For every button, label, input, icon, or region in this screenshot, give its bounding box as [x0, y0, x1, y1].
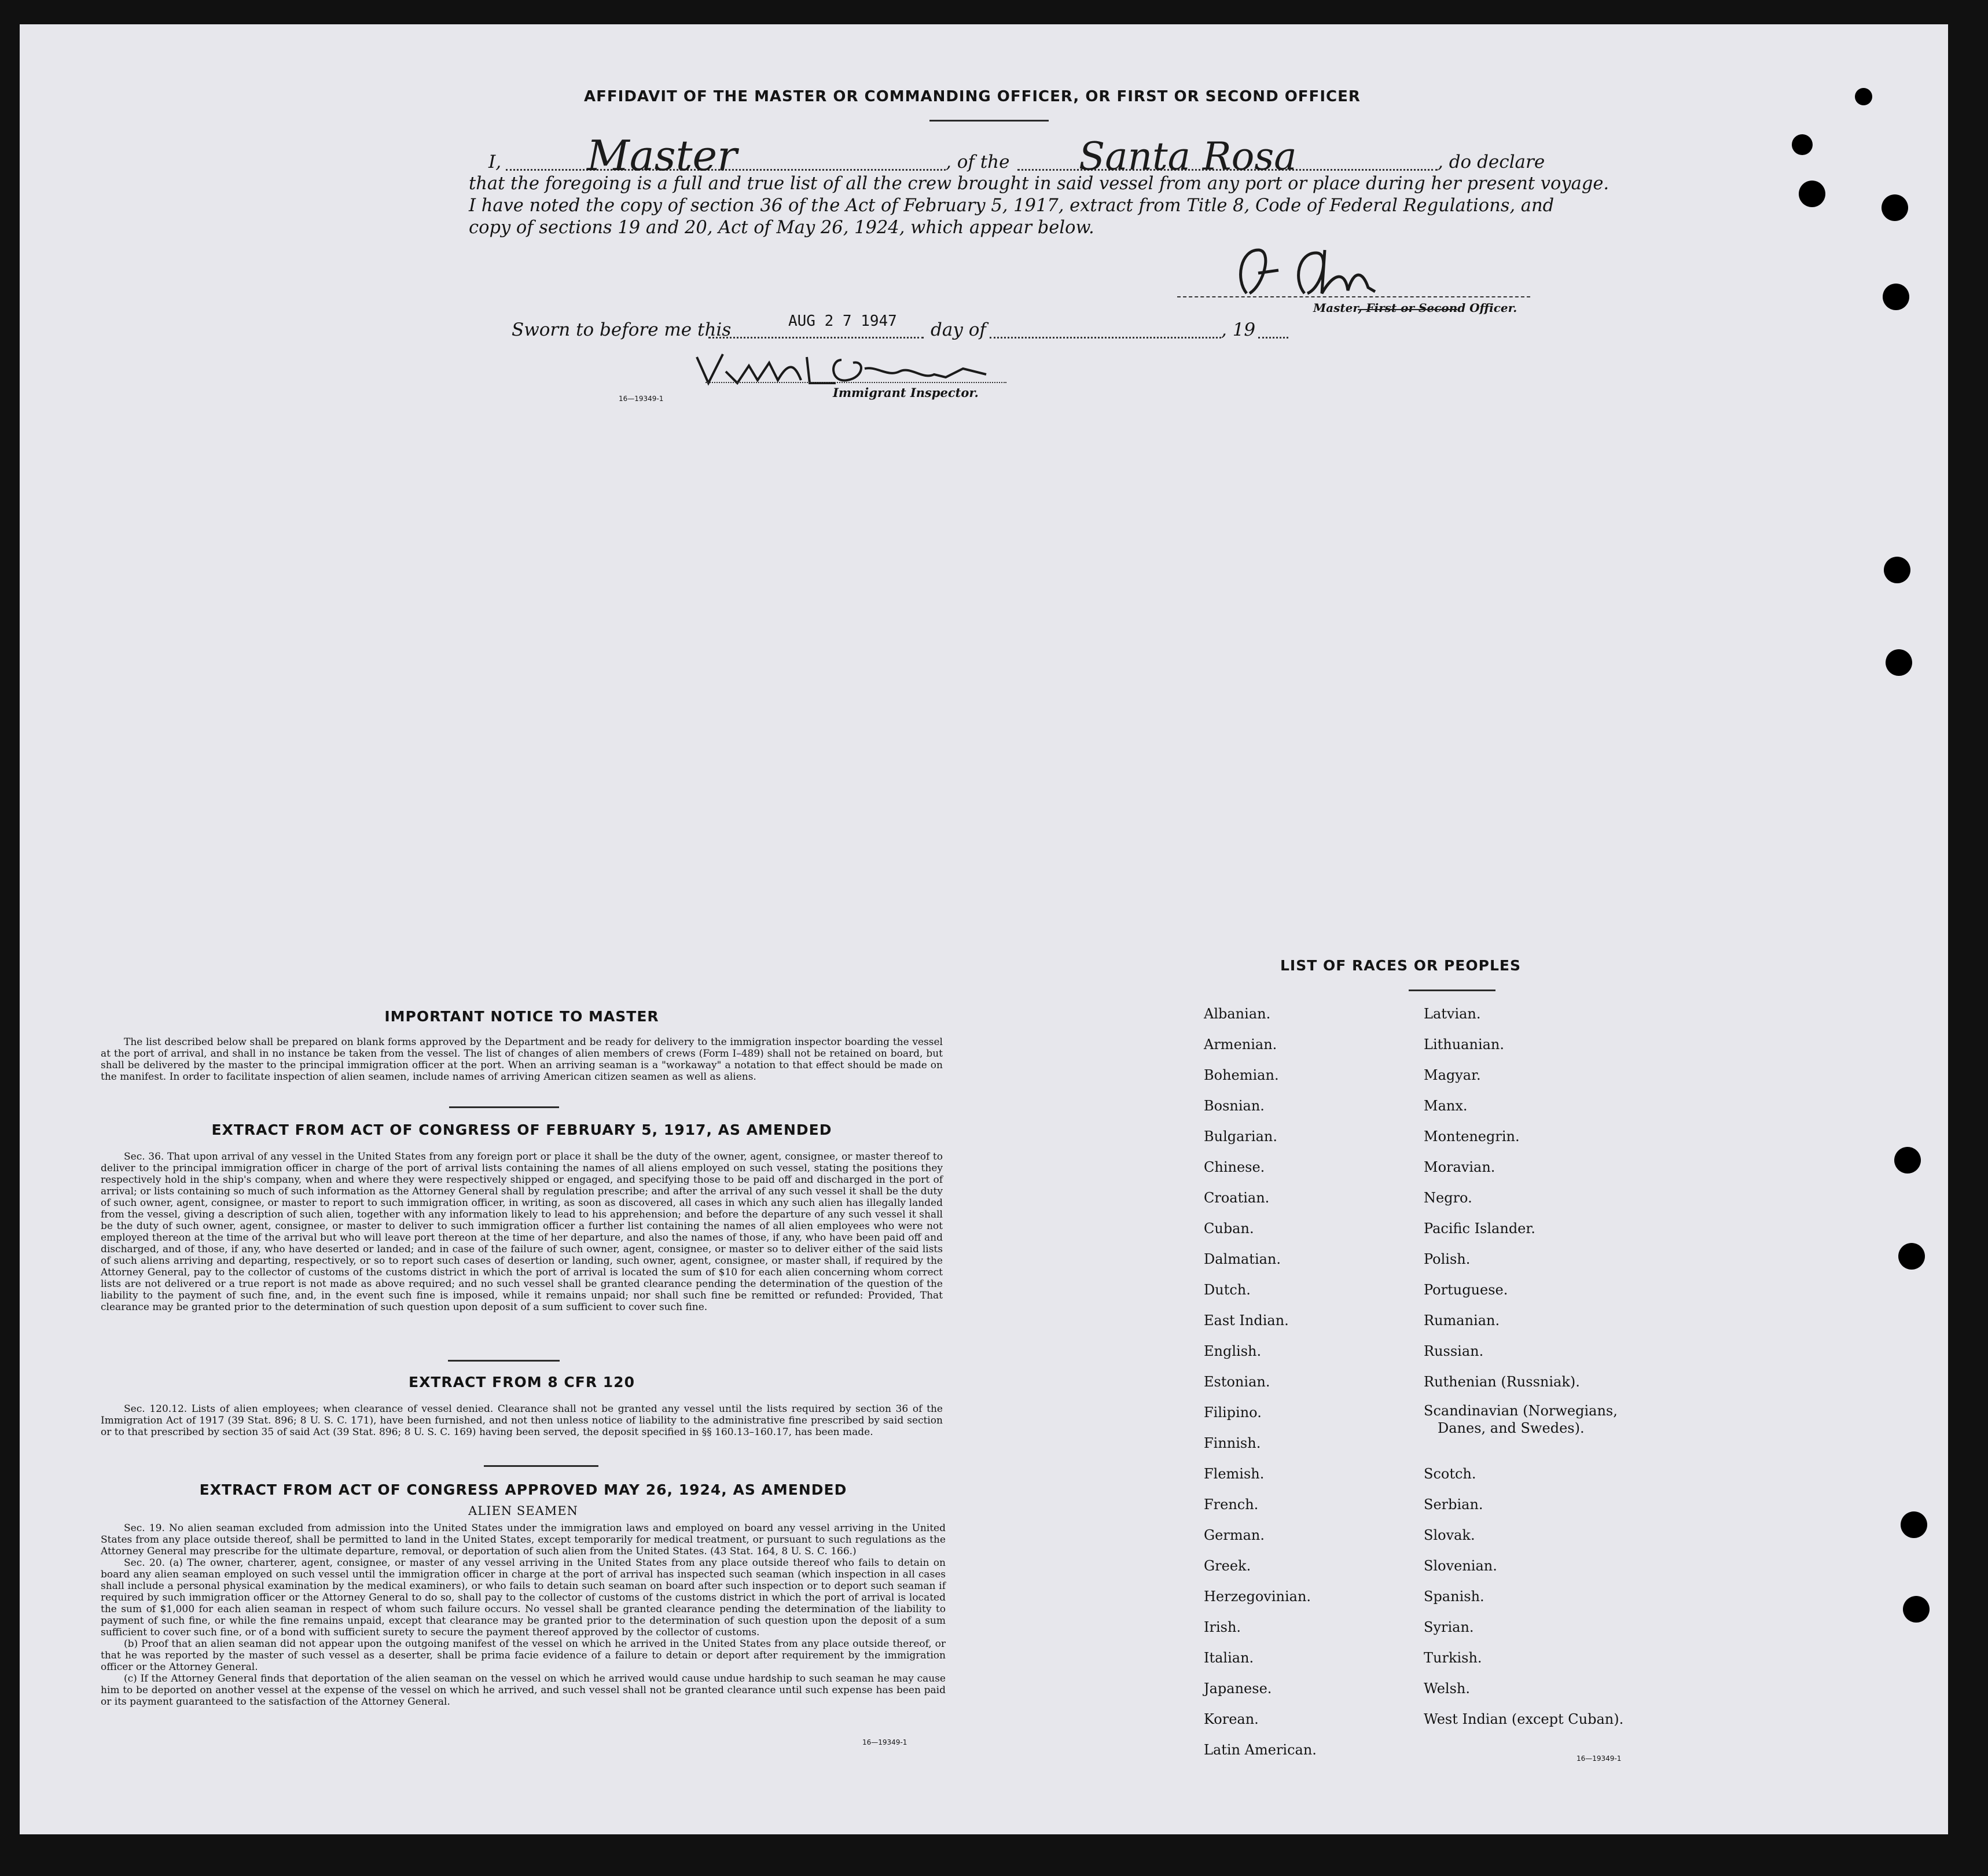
sworn-label: Sworn to before me this [512, 319, 732, 340]
strike-first-second [1358, 309, 1457, 310]
punch-hole [1884, 557, 1910, 583]
nineteen-label: , 19 [1221, 319, 1256, 340]
race-item: Latvian. [1424, 1006, 1481, 1022]
race-item: Latin American. [1204, 1742, 1317, 1758]
race-item: German. [1204, 1527, 1265, 1543]
race-item: Pacific Islander. [1424, 1220, 1535, 1237]
extract-cfr-title: EXTRACT FROM 8 CFR 120 [409, 1374, 635, 1391]
master-signature [1223, 238, 1414, 308]
race-item: Cuban. [1204, 1220, 1254, 1237]
race-item-line-2: Danes, and Swedes). [1438, 1420, 1585, 1436]
extract-1917-divider [448, 1360, 560, 1362]
race-item: Greek. [1204, 1558, 1251, 1574]
race-item: Flemish. [1204, 1466, 1265, 1482]
sworn-month-line [990, 337, 1221, 339]
race-item: Serbian. [1424, 1496, 1483, 1513]
punch-hole [1883, 284, 1909, 310]
race-item: Manx. [1424, 1098, 1468, 1114]
race-item: Japanese. [1204, 1680, 1272, 1697]
punch-hole [1898, 1243, 1925, 1270]
affidavit-form-number: 16—19349-1 [619, 395, 664, 403]
extract-1917-title: EXTRACT FROM ACT OF CONGRESS OF FEBRUARY 5, 1917, AS AMENDED [211, 1121, 832, 1138]
of-the-label: , of the [946, 152, 1010, 172]
extract-1924-subtitle: ALIEN SEAMEN [468, 1504, 578, 1518]
race-item: Bulgarian. [1204, 1128, 1277, 1145]
race-item: Bosnian. [1204, 1098, 1265, 1114]
punch-hole [1792, 134, 1813, 155]
race-item: Dalmatian. [1204, 1251, 1281, 1267]
handwritten-vessel: Santa Rosa [1079, 134, 1297, 179]
race-item: West Indian (except Cuban). [1424, 1711, 1624, 1727]
punch-hole [1882, 194, 1908, 221]
extract-cfr-divider [484, 1465, 598, 1467]
i-label: I, [488, 152, 502, 172]
affidavit-title: AFFIDAVIT OF THE MASTER OR COMMANDING OFFICER, OR FIRST OR SECOND OFFICER [584, 88, 1361, 105]
race-item: Filipino. [1204, 1404, 1262, 1421]
race-item: French. [1204, 1496, 1259, 1513]
extract-1917-section [101, 1121, 943, 1313]
extract-form-number: 16—19349-1 [862, 1738, 907, 1746]
inspector-line [705, 382, 1006, 383]
race-item: Russian. [1424, 1343, 1484, 1359]
race-item: Chinese. [1204, 1159, 1265, 1175]
races-divider [1409, 990, 1495, 991]
race-item: Portuguese. [1424, 1282, 1508, 1298]
race-item: Syrian. [1424, 1619, 1474, 1635]
sworn-day-line [708, 337, 924, 339]
punch-hole [1901, 1511, 1927, 1538]
do-declare-label: , do declare [1438, 152, 1545, 172]
race-item: Magyar. [1424, 1067, 1481, 1083]
races-title: LIST OF RACES OR PEOPLES [1280, 957, 1521, 974]
race-item: Montenegrin. [1424, 1128, 1520, 1145]
affidavit-line-2: that the foregoing is a full and true list of all the crew brought in said vessel from any port or place during her present voyage. [469, 174, 1609, 194]
affidavit-line-3: I have noted the copy of section 36 of the Act of February 5, 1917, extract from Title 8, Code of Federal Regulations, and [469, 196, 1555, 216]
date-stamp: AUG 2 7 1947 [788, 312, 897, 330]
notice-title: IMPORTANT NOTICE TO MASTER [384, 1008, 659, 1025]
extract-1924-sec20a: Sec. 20. (a) The owner, charterer, agent, consignee, or master of any vessel arriving in the United States from any place outside thereof who fails to detain on board any alien seaman employed on such vessel until the immigration officer in charge at the port of arrival has inspected such seaman (which inspection in all cases shall include a personal physical examination by the medical examiners), or who fails to detain such seaman on board after such inspection or to deport such seaman if required by such immigration officer or the Attorney General to do so, shall pay to the collector of customs of the customs district in which the port of arrival is located the sum of $1,000 for each alien seaman in respect of whom such failure occurs. No vessel shall be granted clearance pending the determination of the liability to payment of such fine, or while the fine remains unpaid, except that clearance may be granted prior to the determination of such question upon the deposit of a sum sufficient to cover such fine, or of a bond with sufficient surety to secure the payment thereof approved by the collector of customs. [101, 1557, 946, 1638]
race-item: Negro. [1424, 1190, 1472, 1206]
race-item: Spanish. [1424, 1588, 1484, 1605]
race-item: English. [1204, 1343, 1262, 1359]
race-item: Welsh. [1424, 1680, 1470, 1697]
notice-divider [449, 1106, 559, 1108]
race-item: Lithuanian. [1424, 1036, 1505, 1053]
punch-hole [1894, 1147, 1921, 1174]
handwritten-officer: Master [587, 131, 737, 180]
race-item: Herzegovinian. [1204, 1588, 1311, 1605]
race-item-line-1: Scandinavian (Norwegians, [1424, 1403, 1618, 1419]
race-item: East Indian. [1204, 1312, 1289, 1329]
race-item: Bohemian. [1204, 1067, 1279, 1083]
race-item: Rumanian. [1424, 1312, 1500, 1329]
races-form-number: 16—19349-1 [1577, 1754, 1622, 1763]
races-column-2 [1424, 999, 1623, 1735]
punch-hole [1799, 181, 1825, 207]
race-item: Italian. [1204, 1650, 1254, 1666]
signature-line [1177, 296, 1530, 297]
signature-label: Master, First or Second Officer. [1313, 301, 1517, 315]
race-item: Dutch. [1204, 1282, 1251, 1298]
extract-1924-sec19: Sec. 19. No alien seaman excluded from admission into the United States under the immigration laws and employed on board any vessel arriving in the United States from any place outside thereof, shall be permitted to land in the United States, except temporarily for medical treatment, or pursuant to such regulations as the Attorney General may prescribe for the ultimate departure, removal, or deportation of such alien from the United States. (43 Stat. 164, 8 U. S. C. 166.) [101, 1522, 946, 1557]
race-item: Albanian. [1204, 1006, 1271, 1022]
race-item: Scotch. [1424, 1466, 1476, 1482]
race-item: Croatian. [1204, 1190, 1270, 1206]
race-item: Turkish. [1424, 1650, 1482, 1666]
punch-hole [1855, 88, 1872, 105]
race-item: Moravian. [1424, 1159, 1495, 1175]
notice-section [101, 1008, 943, 1083]
extract-cfr-section [101, 1374, 943, 1438]
race-item: Polish. [1424, 1251, 1471, 1267]
race-item: Slovenian. [1424, 1558, 1497, 1574]
notice-body: The list described below shall be prepared on blank forms approved by the Department and be ready for delivery to the immigration inspector boarding the vessel at the port of arrival, and shall in no instance be taken from the vessel. The list of changes of alien members of crews (Form I–489) shall not be retained on board, but shall be delivered by the master to the principal immigration officer at the port. When an arriving seaman is a "workaway" a notation to that effect should be made on the manifest. In order to facilitate inspection of alien seamen, include names of arriving American citizen seamen as well as aliens. [101, 1036, 943, 1083]
race-item: Slovak. [1424, 1527, 1475, 1543]
extract-1917-body: Sec. 36. That upon arrival of any vessel in the United States from any foreign port or place it shall be the duty of the owner, agent, consignee, or master thereof to deliver to the principal immigration officer in charge of the port of arrival lists containing the names of all aliens employed on such vessel, stating the positions they respectively hold in the ship's company, when and where they were respectively shipped or engaged, and specifying those to be paid off and discharged in the port of arrival; or lists containing so much of such information as the Attorney General shall by regulation prescribe; and after the arrival of any such vessel it shall be the duty of such owner, agent, consignee, or master to report to such immigration officer, in writing, as soon as discovered, all cases in which any such alien has illegally landed from the vessel, giving a description of such alien, together with any information likely to lead to his apprehension; and before the departure of any such vessel it shall be the duty of such owner, agent, consignee, or master to deliver to such immigration officer a further list containing the names of all alien employees who were not employed thereon at the time of the arrival but who will leave port thereon at the time of her departure, and also the names of those, if any, who have been paid off and discharged, and of those, if any, who have deserted or landed; and in case of the failure of such owner, agent, consignee, or master so to deliver either of the said lists of such aliens arriving and departing, respectively, or so to report such cases of desertion or landing, such owner, agent, consignee, or master shall, if required by the Attorney General, pay to the collector of customs of the customs district in which the port of arrival is located the sum of $10 for each alien concerning whom correct lists are not delivered or a true report is not made as above required; and no such vessel shall be granted clearance pending the determination of the question of the liability to the payment of such fine, and, in the event such fine is imposed, while it remains unpaid; nor shall such fine be remitted or refunded: Provided, That clearance may be granted prior to the determination of such question upon deposit of a sum sufficient to cover such fine. [101, 1151, 943, 1313]
extract-1924-section [101, 1481, 946, 1708]
punch-hole [1886, 649, 1912, 676]
extract-1924-sec20b: (b) Proof that an alien seaman did not appear upon the outgoing manifest of the vessel on which he arrived in the United States from any place outside thereof, or that he was reported by the master of such vessel as a deserter, shall be prima facie evidence of a failure to detain or deport after requirement by the immigration officer or the Attorney General. [101, 1638, 946, 1673]
extract-cfr-body: Sec. 120.12. Lists of alien employees; when clearance of vessel denied. Clearance shall not be granted any vessel until the lists required by section 36 of the Immigration Act of 1917 (39 Stat. 896; 8 U. S. C. 171), have been furnished, and not then unless notice of liability to the administrative fine prescribed by said section or to that prescribed by section 35 of said Act (39 Stat. 896; 8 U. S. C. 169) having been served, the deposit specified in §§ 160.13–160.17, has been made. [101, 1403, 943, 1438]
extract-1924-sec20c: (c) If the Attorney General finds that deportation of the alien seaman on the vessel on which he arrived would cause undue hardship to such seaman he may cause him to be deported on another vessel at the expense of the vessel on which he arrived, and such vessel shall not be granted clearance until such expense has been paid or its payment guaranteed to the satisfaction of the Attorney General. [101, 1673, 946, 1708]
affidavit-line-1 [488, 152, 501, 172]
race-item: Armenian. [1204, 1036, 1277, 1053]
race-item: Estonian. [1204, 1374, 1270, 1390]
punch-hole [1903, 1596, 1930, 1623]
document-page [20, 24, 1948, 1834]
race-item: Finnish. [1204, 1435, 1261, 1451]
day-of-label: day of [931, 319, 986, 340]
races-column-1 [1204, 999, 1317, 1765]
extract-1924-title: EXTRACT FROM ACT OF CONGRESS APPROVED MAY 26, 1924, AS AMENDED [199, 1481, 847, 1498]
inspector-label: Immigrant Inspector. [833, 385, 979, 400]
sworn-year-line [1258, 337, 1288, 339]
affidavit-line-4: copy of sections 19 and 20, Act of May 26, 1924, which appear below. [469, 218, 1094, 238]
race-item: Ruthenian (Russniak). [1424, 1374, 1580, 1390]
race-item: Irish. [1204, 1619, 1241, 1635]
race-item: Korean. [1204, 1711, 1259, 1727]
title-divider [929, 120, 1049, 122]
race-item [1424, 1397, 1623, 1459]
